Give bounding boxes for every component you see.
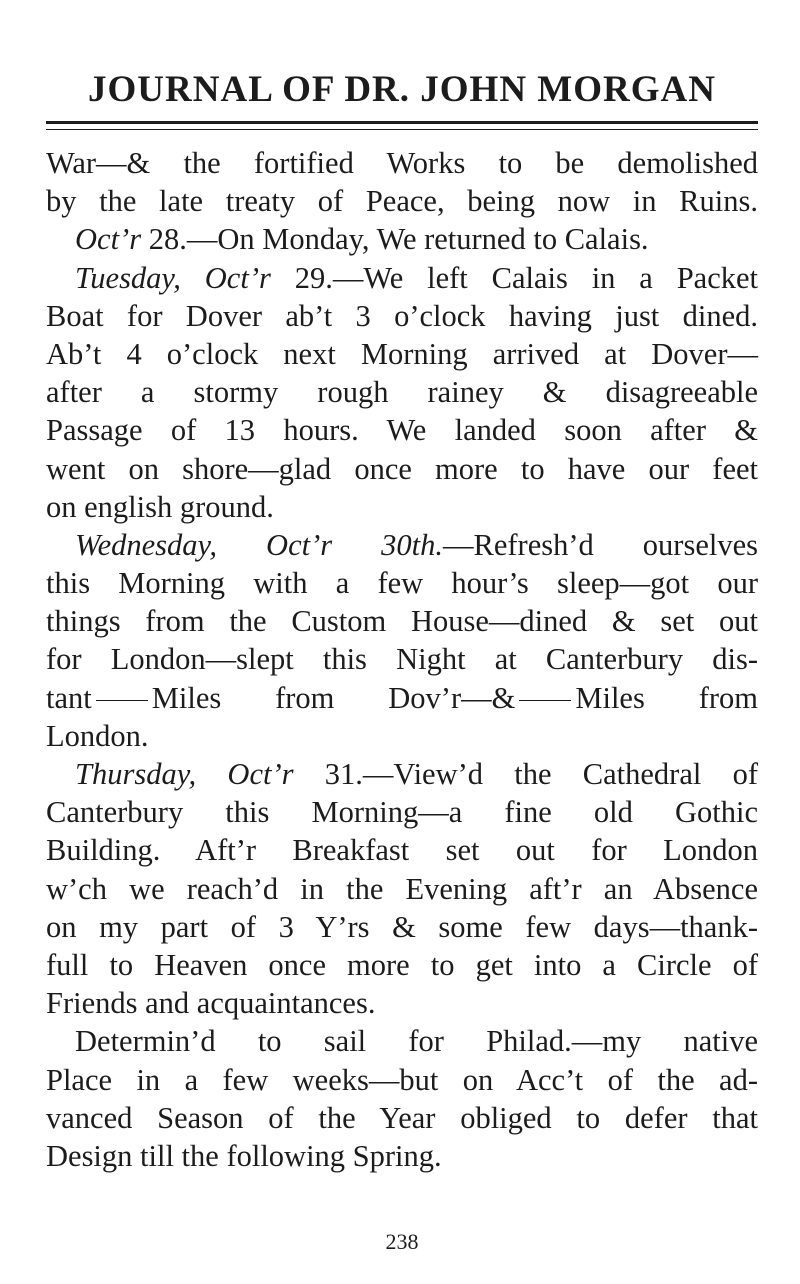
text-line: Design till the following Spring. bbox=[46, 1138, 442, 1173]
header-rule-thick bbox=[46, 121, 758, 124]
text-line: went on shore—glad once more to have our feet bbox=[46, 451, 758, 486]
entry-text: 31.—View’d the Cathedral of bbox=[293, 757, 758, 791]
text-line: this Morning with a few hour’s sleep—got our bbox=[46, 566, 758, 601]
running-head: JOURNAL OF DR. JOHN MORGAN bbox=[88, 69, 716, 110]
text-line: full to Heaven once more to get into a Circle of bbox=[46, 947, 758, 982]
text-line: for London—slept this Night at Canterbury dis- bbox=[46, 642, 758, 677]
text-line: Building. Aft’r Breakfast set out for London bbox=[46, 833, 758, 868]
text-line: London. bbox=[46, 718, 149, 753]
entry-oct-30 bbox=[46, 526, 758, 564]
text-fragment: Miles from bbox=[575, 680, 759, 715]
entry-date: Wednesday, Oct’r 30th. bbox=[75, 527, 444, 562]
text-line: War—& the fortified Works to be demolished bbox=[46, 146, 758, 180]
entry-oct-29 bbox=[46, 259, 758, 297]
entry-date: Oct’r bbox=[75, 222, 142, 257]
text-line: Friends and acquaintances. bbox=[46, 986, 376, 1021]
blank-distance-line bbox=[96, 700, 148, 702]
text-line: Passage of 13 hours. We landed soon after & bbox=[46, 413, 758, 448]
text-fragment: Miles from Dov’r—& bbox=[151, 680, 516, 715]
blank-distance-line bbox=[519, 700, 571, 702]
text-line: Place in a few weeks—but on Acc’t of the ad- bbox=[46, 1062, 758, 1097]
text-line: things from the Custom House—dined & set out bbox=[46, 604, 758, 639]
text-line: vanced Season of the Year obliged to defer that bbox=[46, 1100, 758, 1135]
entry-text: 28.—On Monday, We returned to Calais. bbox=[141, 222, 649, 257]
text-line-with-blanks bbox=[46, 679, 758, 717]
entry-text: —Refresh’d ourselves bbox=[443, 527, 758, 562]
entry-oct-31 bbox=[46, 755, 758, 793]
text-line: Determin’d to sail for Philad.—my native bbox=[75, 1024, 758, 1059]
text-line: on my part of 3 Y’rs & some few days—thank- bbox=[46, 909, 758, 944]
journal-text bbox=[46, 144, 758, 1175]
text-line: w’ch we reach’d in the Evening aft’r an Absence bbox=[46, 871, 758, 906]
text-line: Canterbury this Morning—a fine old Gothic bbox=[46, 795, 758, 830]
text-fragment: tant bbox=[46, 680, 92, 715]
header-rule-thin bbox=[46, 129, 758, 130]
entry-oct-28 bbox=[46, 220, 758, 258]
text-line: by the late treaty of Peace, being now in Ruins. bbox=[46, 184, 758, 219]
entry-text: 29.—We left Calais in a Packet bbox=[270, 260, 758, 295]
text-line: Ab’t 4 o’clock next Morning arrived at Dover— bbox=[46, 336, 758, 371]
page-number: 238 bbox=[385, 1229, 419, 1254]
text-line: after a stormy rough rainey & disagreeable bbox=[46, 375, 758, 410]
book-page bbox=[46, 0, 758, 1284]
entry-date: Tuesday, Oct’r bbox=[75, 260, 271, 295]
text-line: on english ground. bbox=[46, 489, 274, 524]
entry-date: Thursday, Oct’r bbox=[75, 757, 294, 791]
text-line: Boat for Dover ab’t 3 o’clock having just dined. bbox=[46, 298, 758, 333]
